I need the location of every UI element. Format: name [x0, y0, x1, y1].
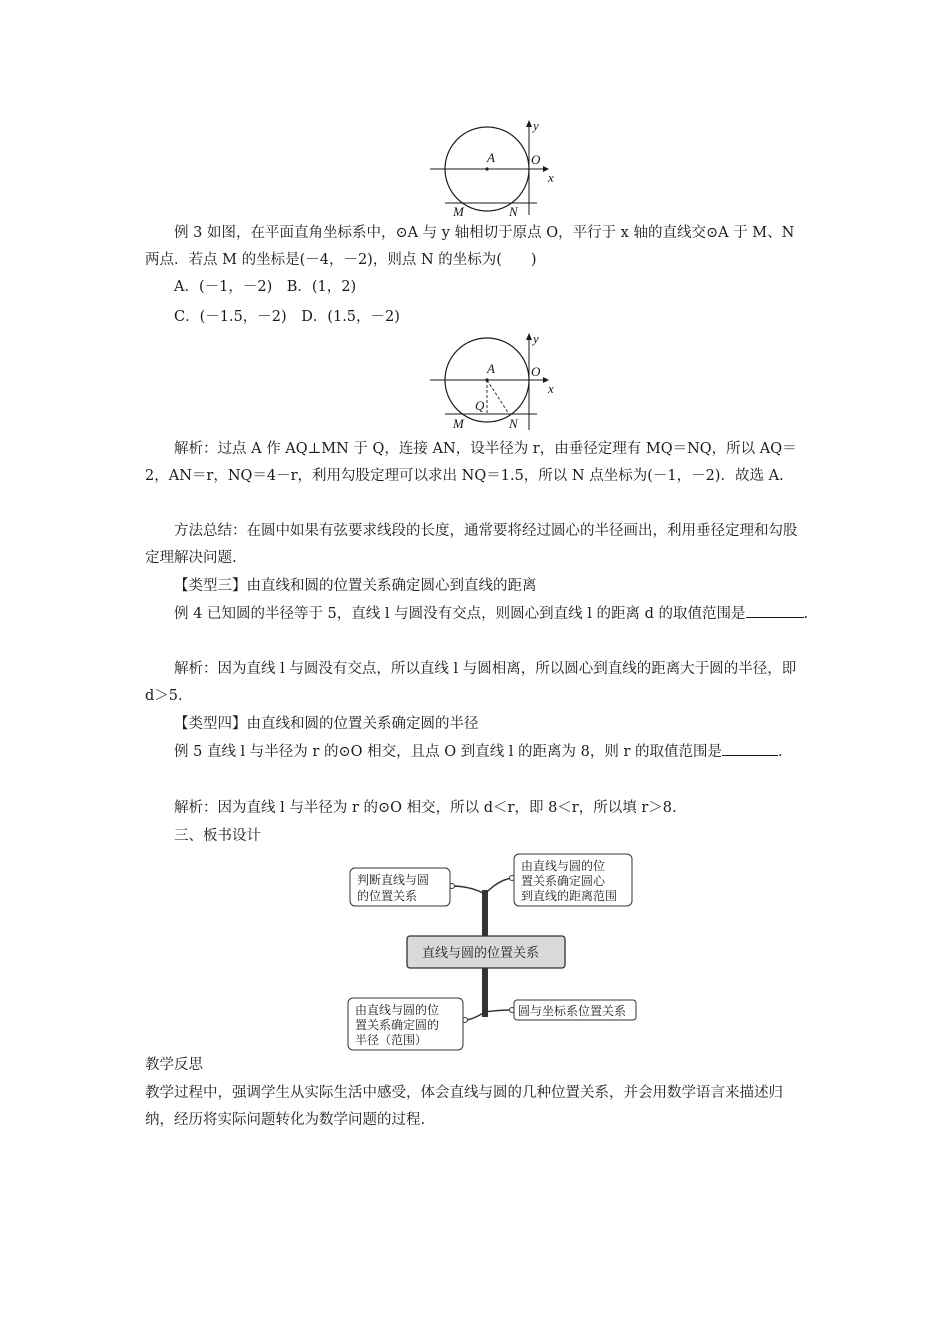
center-point-a: [485, 167, 488, 170]
reflection-text: 教学过程中，强调学生从实际生活中感受，体会直线与圆的几种位置关系，并会用数学语言来描述归纳，经历将实际问题转化为数学问题的过程.: [145, 1085, 783, 1128]
solution-5: 解析：因为直线 l 与半径为 r 的⊙O 相交，所以 d＜r，即 8＜r，所以填 r＞8.: [174, 800, 677, 816]
label-m: M: [453, 416, 464, 431]
node-radius-range-line2: 置关系确定圆的: [355, 1018, 440, 1032]
example-5-question: 例 5 直线 l 与半径为 r 的⊙O 相交，且点 O 到直线 l 的距离为 8，则 r 的取值范围是: [174, 744, 723, 760]
example-5-end: .: [778, 744, 783, 760]
label-m: M: [453, 204, 464, 219]
label-n: N: [509, 204, 518, 219]
answer-blank: [746, 616, 804, 618]
example-3-text: 例 3 如图，在平面直角坐标系中，⊙A 与 y 轴相切于原点 O，平行于 x 轴的直线交⊙A 于 M、N 两点．若点 M 的坐标是(－4，－2)，则点 N 的坐标为( ): [145, 225, 795, 268]
y-axis-arrow: [526, 120, 532, 127]
node-coordinate-system-label: 圆与坐标系位置关系: [518, 1004, 627, 1018]
node-radius-range-line1: 由直线与圆的位: [355, 1003, 440, 1017]
answer-blank: [750, 754, 778, 756]
node-center-distance-line1: 由直线与圆的位: [521, 859, 606, 873]
figure-circle-perpendicular: [425, 330, 565, 435]
type-4-heading: 【类型四】由直线和圆的位置关系确定圆的半径: [174, 716, 479, 732]
label-x: x: [548, 170, 554, 185]
label-n: N: [509, 416, 518, 431]
example-3-options-cd: C．(－1.5，－2) D．(1.5，－2): [174, 309, 400, 325]
label-a: A: [487, 150, 495, 165]
node-radius-range-line3: 半径（范围）: [355, 1033, 428, 1047]
node-judge-position-line2: 的位置关系: [357, 889, 418, 903]
example-4-text: [145, 601, 810, 628]
label-x: x: [548, 381, 554, 396]
node-judge-position-line1: 判断直线与圆: [357, 873, 430, 887]
method-summary: 方法总结：在圆中如果有弦要求线段的长度，通常要将经过圆心的半径画出，利用垂径定理和勾股定理解决问题.: [145, 523, 798, 566]
section-3-heading: 三、板书设计: [174, 828, 261, 844]
label-y: y: [533, 331, 539, 346]
branch-bottom-right: [485, 1010, 512, 1012]
label-y: y: [533, 118, 539, 133]
example-4-end: .: [803, 606, 809, 622]
center-point-a: [485, 378, 488, 381]
label-a: A: [487, 361, 495, 376]
example-5-text: [145, 739, 810, 766]
blackboard-mindmap: [340, 852, 650, 1052]
branch-top-left: [452, 886, 485, 894]
node-central-topic-label: 直线与圆的位置关系: [422, 946, 540, 961]
type-3-heading: 【类型三】由直线和圆的位置关系确定圆心到直线的距离: [174, 578, 537, 594]
example-4-question: 例 4 已知圆的半径等于 5，直线 l 与圆没有交点，则圆心到直线 l 的距离 d 的取值范围是: [174, 606, 746, 622]
label-q: Q: [475, 398, 485, 413]
solution-4: 解析：因为直线 l 与圆没有交点，所以直线 l 与圆相离，所以圆心到直线的距离大于圆的半径，即 d＞5.: [145, 661, 797, 704]
segment-an: [487, 380, 509, 414]
branch-top-right: [485, 878, 512, 894]
y-axis-arrow: [526, 333, 532, 340]
answer-blank: [722, 754, 750, 756]
solution-3: 解析：过点 A 作 AQ⊥MN 于 Q，连接 AN，设半径为 r，由垂径定理有 MQ＝NQ，所以 AQ＝2，AN＝r，NQ＝4－r，利用勾股定理可以求出 NQ＝1.5，所以 N 点坐标为(－1，－2)．故选 A.: [145, 441, 797, 484]
node-center-distance-line3: 到直线的距离范围: [521, 889, 618, 903]
figure-circle-tangent: [425, 115, 565, 220]
label-o: O: [531, 364, 541, 379]
reflection-title: 教学反思: [145, 1057, 203, 1073]
example-3-options-ab: A．(－1，－2) B．(1，2): [174, 279, 357, 295]
label-o: O: [531, 152, 541, 167]
node-center-distance-line2: 置关系确定圆心: [521, 874, 606, 888]
